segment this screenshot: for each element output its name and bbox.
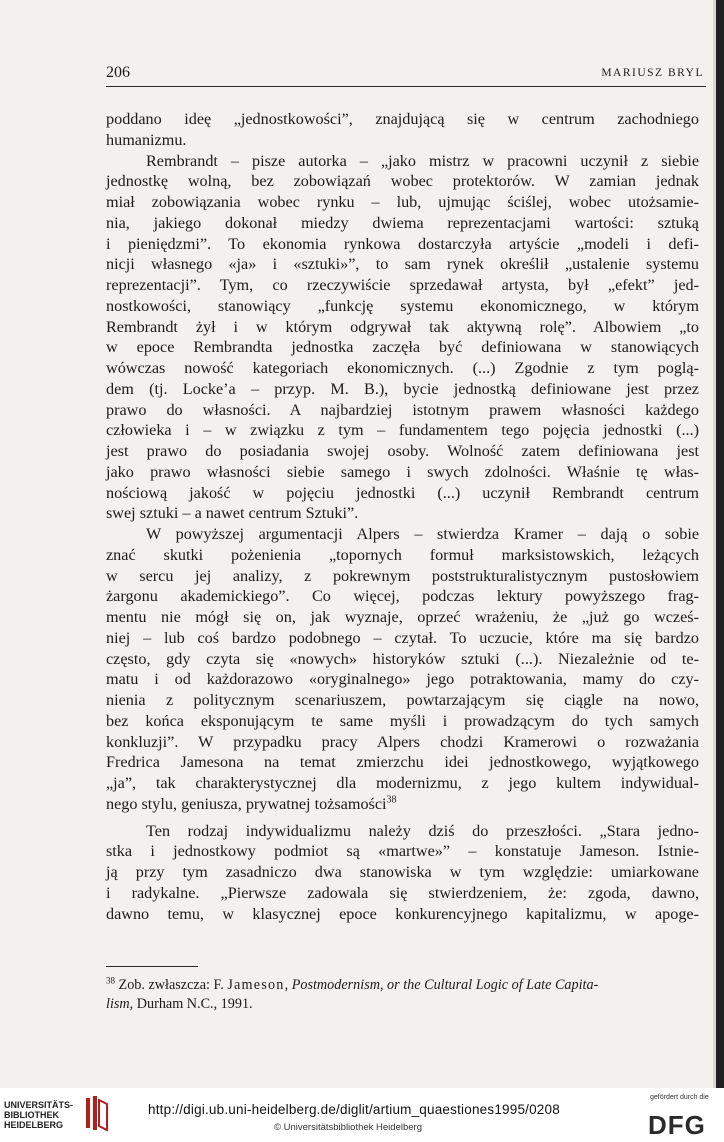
text-line: jako prawo własności siebie samego i swych zdolności. Właśnie tę włas-	[106, 462, 699, 481]
text-line: poddano ideę „jednostkowości”, znajdującą się w centrum zachodniego	[106, 110, 699, 128]
text-line: wówczas nowość kategoriach ekonomicznych. (...) Zgodnie z tym poglą-	[106, 359, 699, 377]
text-line: nicji własnego «ja» i «sztuki»”, to sam rynek określił „ustalenie systemu	[106, 255, 699, 274]
footnote-prefix: Zob. zwłaszcza: F.	[118, 977, 228, 993]
text-line: matu i od każdorazowo «oryginalnego» jego potraktowania, mamy do czy-	[106, 670, 699, 689]
text-line: bez końca eksponującym te same myśli i prowadzącym do tych samych	[106, 711, 699, 730]
footnote-number: 38	[106, 975, 115, 986]
footnote-ref[interactable]: 38	[386, 794, 397, 806]
text-line: w sercu jej analizy, z pokrewnym poststrukturalistycznym pustosłowiem	[106, 566, 699, 585]
footnote-rule	[106, 966, 198, 967]
text-line: jest prawo do posiadania swojej osoby. Wolność zatem definiowana jest	[106, 442, 699, 460]
permalink-url[interactable]: http://digi.ub.uni-heidelberg.de/diglit/artium_quaestiones1995/0208	[148, 1102, 560, 1117]
text-line: konkluzji”. W przypadku pracy Alpers chodzi Kramerowi o rozważania	[106, 732, 699, 751]
library-emblem-icon	[86, 1096, 108, 1132]
text-line: swej sztuki – a nawet centrum Sztuki”.	[106, 504, 359, 523]
footnote-line	[106, 995, 699, 1014]
text-line: mentu nie mógł się on, jak wyznaje, oprzeć wrażeniu, że „już go wcześ-	[106, 608, 699, 626]
library-name-line: UNIVERSITÄTS-	[4, 1100, 74, 1110]
footnote-author: Jameson	[227, 977, 285, 993]
text-line: „ja”, tak charakterystycznej dla modernizmu, z jego kultem indywidual-	[106, 774, 699, 792]
text-line: często, gdy czyta się «nowych» historyków sztuki (...). Niezależnie od te-	[106, 649, 699, 668]
text-line: Rembrandt żył i w którym odgrywał tak aktywną rolę”. Albowiem „to	[106, 317, 699, 336]
running-head	[106, 64, 706, 87]
text-line-content: nego stylu, geniusza, prywatnej tożsamości	[106, 794, 387, 813]
library-name-line: HEIDELBERG	[4, 1120, 64, 1130]
text-line: żargonu akademickiego”. Co więcej, podczas lektury powyższego frag-	[106, 587, 699, 606]
text-line: miał zobowiązania wobec rynku – lub, ujmując ściślej, wobec utożsamie-	[106, 193, 699, 211]
text-line: dem (tj. Locke’a – przyp. M. B.), bycie jednostką definiowane jest przez	[106, 379, 699, 398]
text-line	[106, 794, 699, 815]
text-line: Ten rodzaj indywidualizmu należy dziś do przeszłości. „Stara jedno-	[146, 821, 699, 840]
page-number: 206	[106, 64, 130, 81]
text-line: prawo do własności. A najbardziej istotnym prawem własności każdego	[106, 400, 699, 419]
footnote-line: $^{38}$ Zob. zwłaszcza: F. Jameson, Postmodernism, or the Cultural Logic of Late Capita-	[106, 975, 599, 993]
footnote-title: Postmodernism, or the Cultural Logic of Late Capita-	[291, 977, 599, 993]
text-line: niej – lub coś bardzo podobnego – czytał. To uczucie, które ma się bardzo	[106, 628, 699, 647]
funding-label: gefördert durch die	[650, 1094, 709, 1101]
text-line: znać skutki pożenienia „topornych formuł marksistowskich, leżących	[106, 545, 699, 564]
dfg-logo[interactable]: DFG	[648, 1110, 706, 1140]
running-head-author: MARIUSZ BRYL	[601, 67, 704, 79]
footnote-title-cont: lism	[106, 996, 130, 1012]
text-line: człowieka i – w związku z tym – fundamentem tego pojęcia jednostki (...)	[106, 421, 699, 440]
text-line: w epoce Rembrandta jednostka zaczęła być definiowana w stanowiących	[106, 338, 699, 357]
text-line: jednostkę wolną, bez zobowiązań wobec protektorów. W zamian jednak	[106, 172, 699, 191]
library-name-line: BIBLIOTHEK	[4, 1110, 59, 1120]
body-text	[106, 109, 699, 924]
text-line: humanizmu.	[106, 130, 187, 149]
text-line: i radykalne. „Pierwsze zadowala się stwierdzeniem, że: zgoda, dawno,	[106, 883, 699, 902]
text-line: Fredrica Jamesona na temat zmierzchu idei jednostkowego, wyjątkowego	[106, 753, 699, 772]
text-line: nienia z politycznym scenariuszem, powtarzającym się ciągle na nowo,	[106, 691, 699, 709]
text-line: dawno temu, w klasycznej epoce konkurencyjnego kapitalizmu, w apoge-	[106, 904, 699, 923]
text-line: reprezentacji”. Tym, co rzeczywiście sprzedawał artysta, był „efekt” jed-	[106, 276, 699, 294]
text-line: i pieniędzmi”. To ekonomia rynkowa dostarczyła artyście „modeli i defi-	[106, 234, 699, 253]
viewer-footer	[0, 1088, 724, 1142]
page-edge	[716, 0, 724, 1088]
text-line: stka i jednostkowy podmiot są «martwe»” – konstatuje Jameson. Istnie-	[106, 842, 699, 861]
text-line: W powyższej argumentacji Alpers – stwierdza Kramer – dają o sobie	[146, 525, 699, 543]
text-line: nostkowości, stanowiący „funkcję systemu ekonomicznego, w którym	[106, 296, 699, 315]
copyright-notice: © Universitätsbibliothek Heidelberg	[274, 1122, 422, 1133]
text-line: ją przy tym zasadniczo dwa stanowiska w tym względzie: umiarkowane	[106, 863, 699, 881]
text-line: Rembrandt – pisze autorka – „jako mistrz w pracowni uczynił z siebie	[146, 151, 699, 170]
text-line: nia, jakiego dokonał miedzy dwiema reprezentacjami wartości: sztuką	[106, 213, 699, 232]
footnote-suffix: , Durham N.C., 1991.	[129, 996, 253, 1012]
footnote	[106, 976, 699, 1014]
text-line: nościową jakość w pojęciu jednostki (...) uczynił Rembrandt centrum	[106, 483, 699, 502]
